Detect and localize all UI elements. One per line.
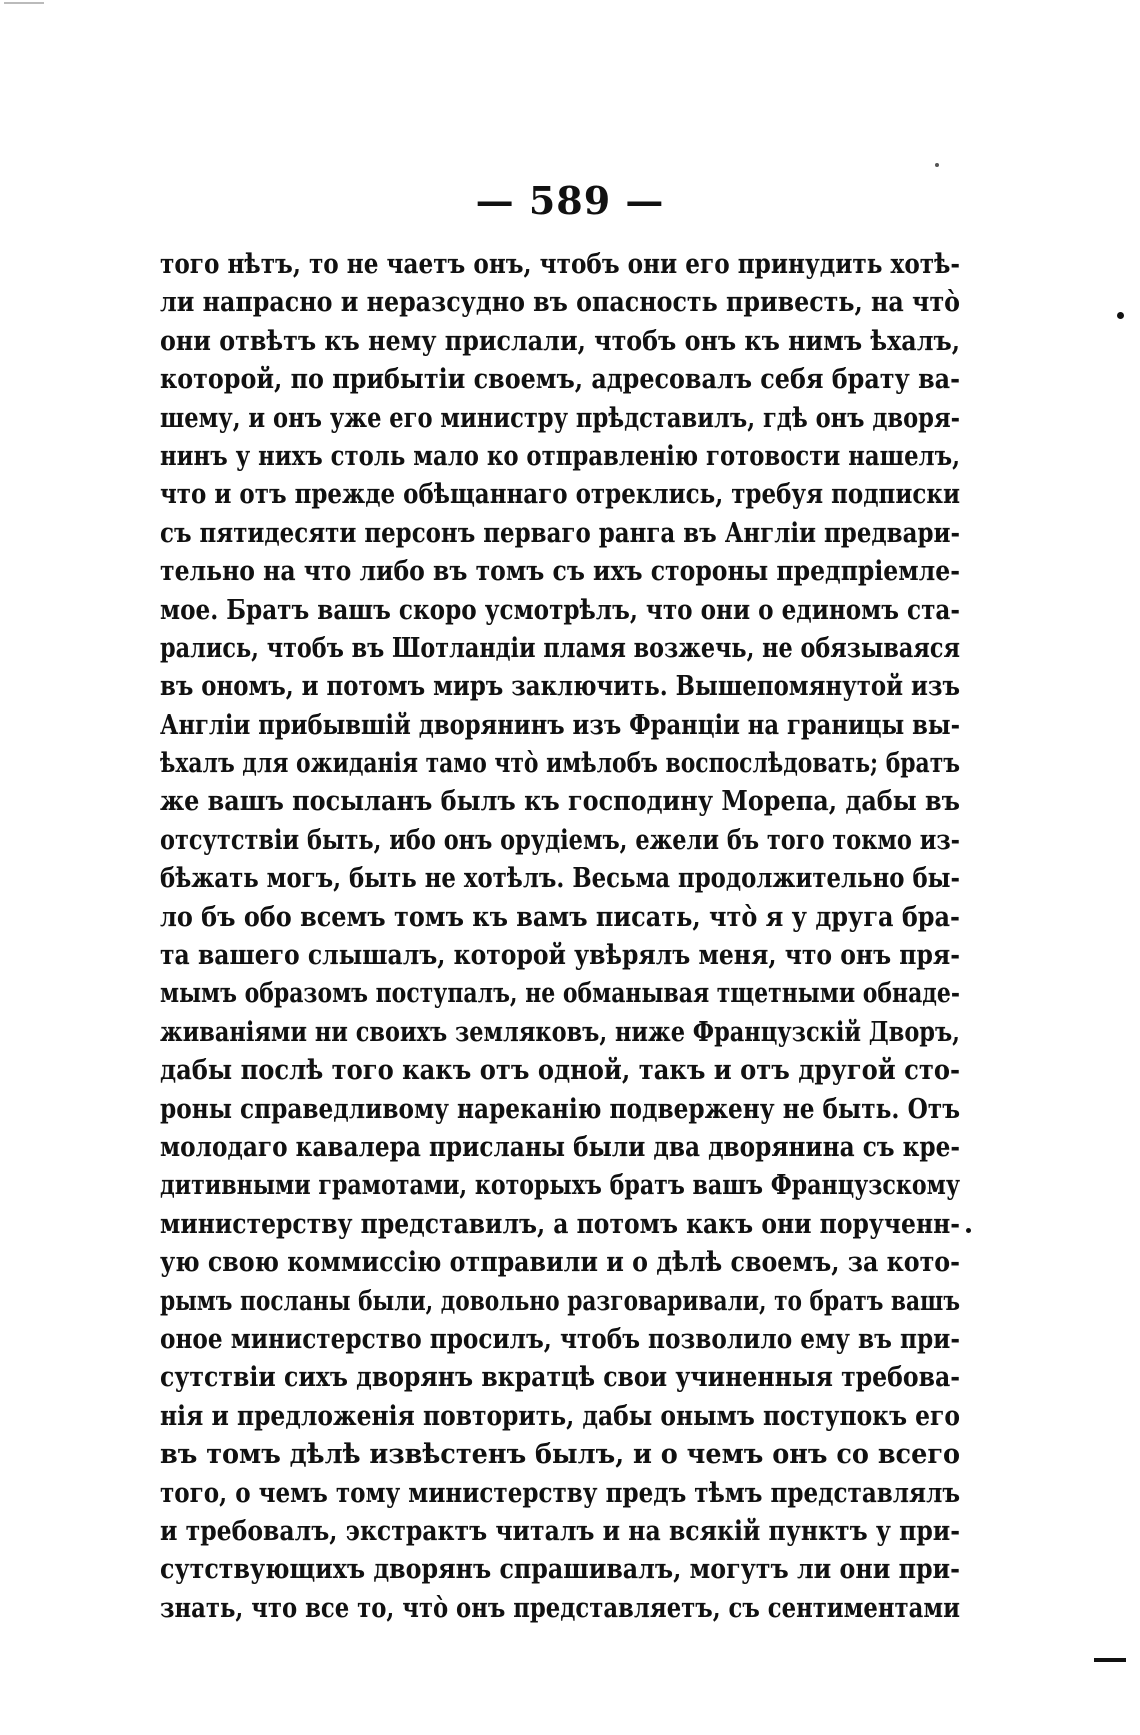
text-line: которой, по прибытіи своемъ, адресовалъ себя брату ва- — [160, 364, 960, 396]
text-line: ло бъ обо всемъ томъ къ вамъ писать, что̀ я у друга бра- — [160, 901, 960, 933]
text-line: сутствіи сихъ дворянъ вкратцѣ свои учиненныя требова- — [160, 1362, 960, 1394]
text-line: мымъ образомъ поступалъ, не обманывая тщетными обнаде- — [160, 978, 960, 1010]
text-line: министерству представилъ, а потомъ какъ они порученн- — [160, 1208, 960, 1240]
text-line: что и отъ прежде обѣщаннаго отреклись, требуя подписки — [160, 479, 960, 511]
text-line: того нѣтъ, то не чаетъ онъ, чтобъ они его принудить хотѣ- — [160, 249, 960, 280]
text-line: въ ономъ, и потомъ миръ заключить. Вышепомянутой изъ — [160, 671, 960, 703]
text-line: мое. Братъ вашъ скоро усмотрѣлъ, что они о единомъ ста- — [160, 594, 960, 626]
text-line: рались, чтобъ въ Шотландіи пламя возжечь, не обязываяся — [160, 632, 960, 664]
text-line: въ томъ дѣлѣ извѣстенъ былъ, и о чемъ онъ со всего — [160, 1439, 960, 1471]
margin-dot — [966, 1228, 971, 1233]
text-line: тельно на что либо въ томъ съ ихъ стороны предпріемле- — [160, 556, 960, 588]
text-line: живаніями ни своихъ земляковъ, ниже Французскій Дворъ, — [160, 1016, 960, 1048]
text-line: бѣжать могъ, быть не хотѣлъ. Весьма продолжительно бы- — [160, 863, 960, 895]
scan-speck — [935, 163, 939, 167]
text-line: нія и предложенія повторить, дабы онымъ поступокъ его — [160, 1400, 960, 1432]
margin-dash — [1094, 1658, 1126, 1662]
text-line: отсутствіи быть, ибо онъ орудіемъ, ежели бъ того токмо из- — [160, 824, 960, 856]
text-line: дабы послѣ того какъ отъ одной, такъ и отъ другой сто- — [160, 1055, 960, 1087]
text-line: дитивными грамотами, которыхъ братъ вашъ Французскому — [160, 1170, 960, 1202]
margin-dot — [1117, 312, 1124, 319]
body-text — [160, 246, 960, 1628]
scan-artifact — [4, 2, 44, 4]
text-line: ую свою коммиссію отправили и о дѣлѣ своемъ, за кото- — [160, 1247, 960, 1279]
text-line: же вашъ посыланъ былъ къ господину Морепа, дабы въ — [160, 786, 960, 818]
text-line: Англіи прибывшій дворянинъ изъ Франціи на границы вы- — [160, 709, 960, 741]
page-number: — 589 — — [475, 178, 665, 223]
text-line: того, о чемъ тому министерству предъ тѣмъ представлялъ — [160, 1477, 960, 1509]
text-line: та вашего слышалъ, которой увѣрялъ меня, что онъ пря- — [160, 940, 960, 972]
text-line: сутствующихъ дворянъ спрашивалъ, могутъ ли они при- — [160, 1554, 960, 1586]
text-line: ѣхалъ для ожиданія тамо что̀ имѣлобъ воспослѣдовать; братъ — [160, 748, 960, 780]
text-line: рымъ посланы были, довольно разговаривали, то братъ вашъ — [160, 1285, 960, 1317]
text-line: знать, что все то, что̀ онъ представляетъ, съ сентиментами — [160, 1592, 960, 1624]
text-line: нинъ у нихъ столь мало ко отправленію готовости нашелъ, — [160, 440, 960, 472]
text-line: шему, и онъ уже его министру прѣдставилъ, гдѣ онъ дворя- — [160, 402, 960, 434]
text-line: они отвѣтъ къ нему прислали, чтобъ онъ къ нимъ ѣхалъ, — [160, 325, 960, 357]
text-line: ли напрасно и неразсудно въ опасность привесть, на что̀ — [160, 287, 960, 319]
text-line: роны справедливому нареканію подвержену не быть. Отъ — [160, 1093, 960, 1125]
text-line: оное министерство просилъ, чтобъ позволило ему въ при- — [160, 1323, 960, 1355]
text-line: съ пятидесяти персонъ перваго ранга въ Англіи предвари- — [160, 517, 960, 549]
text-line: и требовалъ, экстрактъ читалъ и на всякій пунктъ у при- — [160, 1515, 960, 1547]
text-line: молодаго кавалера присланы были два дворянина съ кре- — [160, 1131, 960, 1163]
